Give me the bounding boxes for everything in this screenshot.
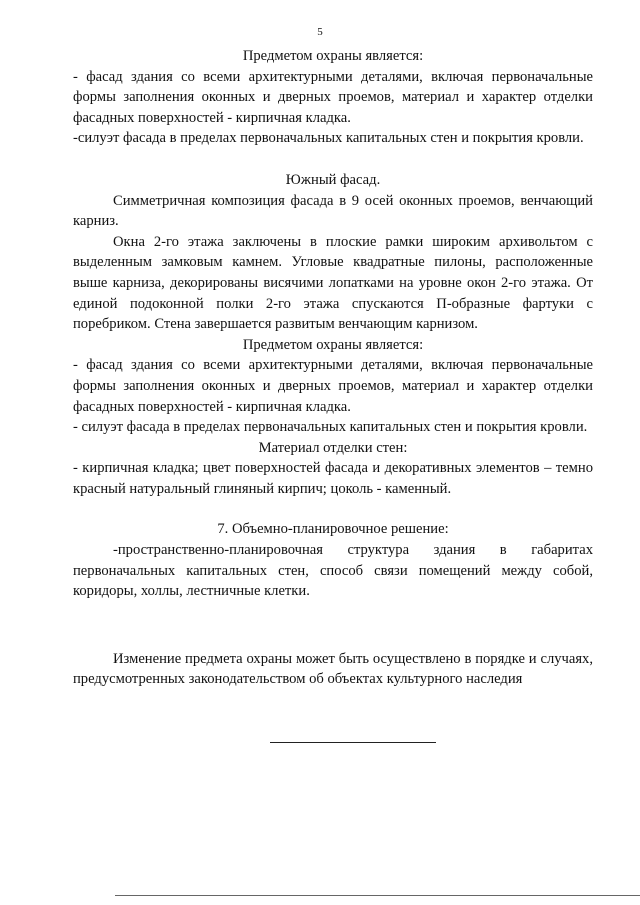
- protection-item-facade: - фасад здания со всеми архитектурными деталями, включая первоначальные формы заполнения оконных и дверных проемов, материал и характер отделки фасадных поверхностей - кирпичная кладка.: [73, 68, 593, 126]
- protection-item-facade-2: - фасад здания со всеми архитектурными деталями, включая первоначальные формы заполнения оконных и дверных проемов, материал и характер отделки фасадных поверхностей - кирпичная кладка.: [73, 357, 593, 415]
- section-7-text: -пространственно-планировочная структура здания в габаритах первоначальных капитальных стен, способ связи помещений между собой, коридоры, холлы, лестничные клетки.: [73, 542, 593, 600]
- heading-south-facade: Южный фасад.: [285, 171, 381, 188]
- page-number: 5: [317, 26, 323, 38]
- wall-material-text: - кирпичная кладка; цвет поверхностей фасада и декоративных элементов – темно красный натуральный глиняный кирпич; цоколь - каменный.: [73, 460, 593, 497]
- closing-paragraph: Изменение предмета охраны может быть осуществлено в порядке и случаях, предусмотренных законодательством об объектах культурного наследия: [73, 650, 593, 688]
- scan-edge-line: [115, 895, 640, 896]
- protection-item-silhouette-2: - силуэт фасада в пределах первоначальных капитальных стен и покрытия кровли.: [73, 419, 588, 436]
- protection-item-silhouette: -силуэт фасада в пределах первоначальных капитальных стен и покрытия кровли.: [73, 130, 584, 147]
- heading-protection-subject: Предметом охраны является:: [242, 48, 424, 64]
- document-body: [73, 46, 593, 690]
- end-rule: [270, 742, 436, 743]
- south-facade-description: Окна 2-го этажа заключены в плоские рамки широким архивольтом с выделенным замковым камнем. Угловые квадратные пилоны, расположенные выше карниза, декорированы висячими лопатками на уровне окон 2-го этажа. От единой подоконной полки 2-го этажа спускаются П-образные фартуки с поребриком. Стена завершается развитым венчающим карнизом.: [73, 233, 593, 333]
- heading-wall-material: Материал отделки стен:: [258, 439, 408, 456]
- heading-protection-subject-2: Предметом охраны является:: [242, 336, 424, 353]
- heading-section-7: 7. Объемно-планировочное решение:: [217, 521, 449, 538]
- south-facade-composition: Симметричная композиция фасада в 9 осей оконных проемов, венчающий карниз.: [73, 192, 593, 230]
